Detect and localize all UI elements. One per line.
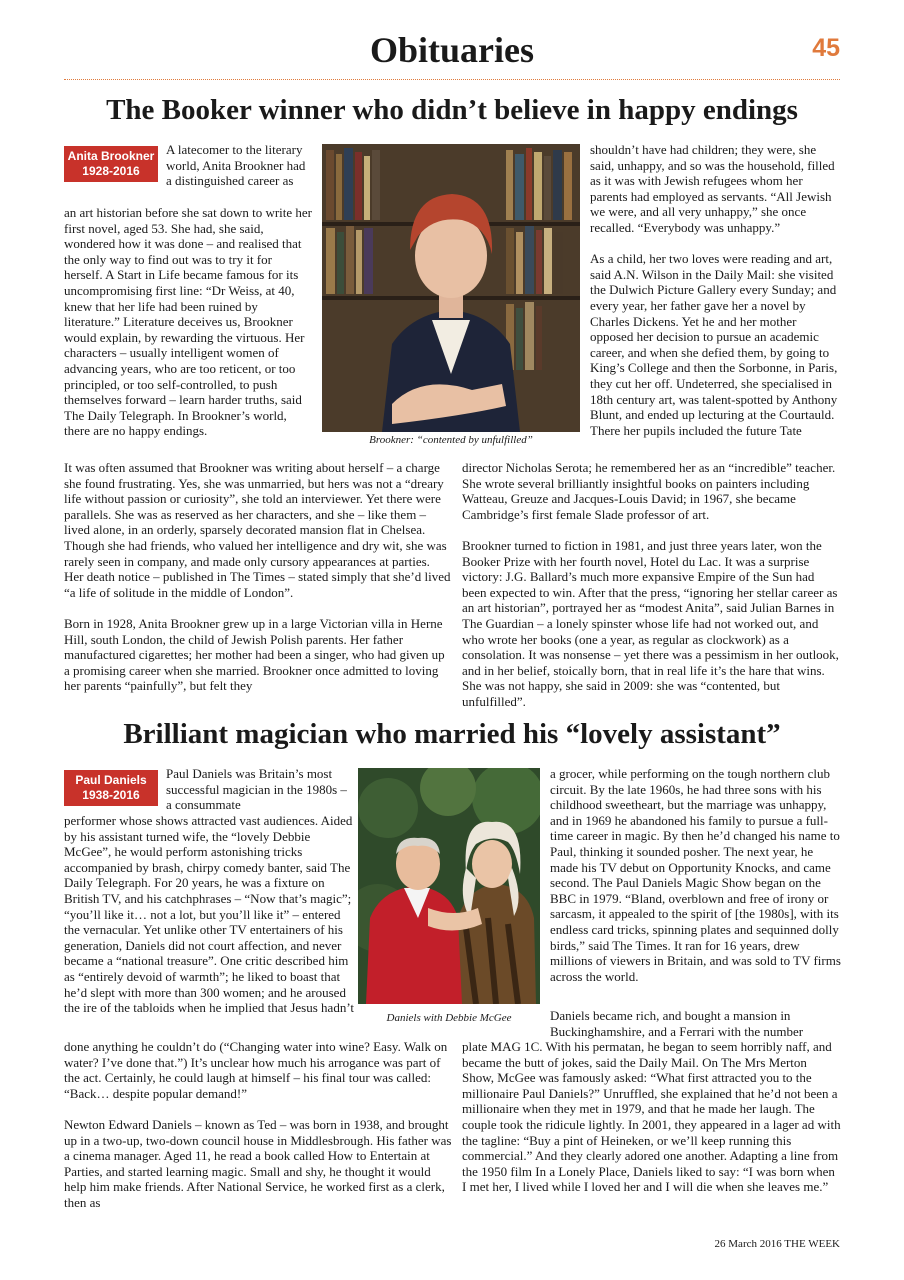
brookner-photo: [322, 144, 580, 432]
article2-col1-intro: Paul Daniels was Britain’s most successful magician in the 1980s – a consummate: [166, 766, 347, 813]
header-divider: [64, 79, 840, 80]
badge-years: 1938-2016: [82, 788, 140, 802]
article2-col2-intro: Daniels became rich, and bought a mansion in Buckinghamshire, and a Ferrari with the number: [550, 1008, 804, 1039]
article2-col1-lower: [64, 1039, 452, 1211]
badge-name: Anita Brookner: [67, 149, 155, 163]
article1-badge: [64, 146, 158, 182]
article1-col1-text: an art historian before she sat down to write her first novel, aged 53. She had, she said, wondered how it was done – and realised that the only way to find out was to try it for herself. A Start in Life became famous for its uncompromising first line: “Dr Weiss, at 40, knew that her life had been ruined by literature.” Literature deceives us, Brookner would explain, by rewarding the virtuous. Her characters – usually intelligent women of advancing years, who are too reticent, or too principled, or too self-controlled, to push themselves forward – learn harder truths, said The Daily Telegraph. In Brookner’s world, there are no happy endings.: [64, 205, 313, 439]
article2-col1-paragraph: done anything he couldn’t do (“Changing water into wine? Easy. Walk on water? I’ve done that.”) It’s unclear how much his arrogance was part of the act. Certainly, he could laugh at himself – his final tour was called: “Back… despite popular demand!”: [64, 1039, 448, 1101]
article1-headline: The Booker winner who didn’t believe in happy endings: [106, 94, 798, 126]
article2-col2-text: a grocer, while performing on the tough northern club circuit. By the late 1960s, he had three sons with his childhood sweetheart, but the marriage was unhappy, and in 1969 he abandoned his family to pursue a full-time career in magic. By then he’d changed his name to Paul, thinking it sounded posher. The next year, he made his TV debut on Opportunity Knocks, and came second. The Paul Daniels Magic Show began on the BBC in 1979. “Bland, overblown and free of irony or sarcasm, it appealed to the spirit of [the 1980s], with its endless card tricks, spinning plates and sequinned dolly birds,” said The Times. It ran for 16 years, drew millions of viewers in Britain, and was sold to TV firms across the world.: [550, 766, 841, 984]
article1-col1-lower: [64, 460, 452, 694]
article1-col2-paragraph: Brookner turned to fiction in 1981, and just three years later, won the Booker Prize with her fourth novel, Hotel du Lac. It was a surprise victory: J.G. Ballard’s much more expansive Empire of the Sun had been expected to win. After that the press, “ignoring her stellar career as an art historian”, portrayed her as “modest Anita”, said Julian Barnes in The Guardian – a lonely spinster whose life had not worked out, and who wrote her books (one a year, as regular as clockwork) as a consolation. It was nonsense – yet there was a pessimism in her outlook, and in her belief, stoically born, that in real life it’s the hare that wins. She was not happy, she said in 2009: she was “contented, but unfulfilled”.: [462, 537, 839, 709]
article1-col2-lower: [462, 460, 842, 710]
article1-col2-paragraph: director Nicholas Serota; he remembered her as an “incredible” teacher. She wrote several brilliantly insightful books on painters including Watteau, Greuze and Jacques-Louis David; in 1967, she became Cambridge’s first female Slade professor of art.: [462, 460, 836, 522]
article1-col2-paragraph: As a child, her two loves were reading and art, said A.N. Wilson in the Daily Mail: she visited the Dulwich Picture Gallery every Sunday; and every year, her father gave her a novel by Charles Dickens. Yet he and her mother opposed her decision to pursue an academic career, and when she defied them, by going to King’s College and then the Sorbonne, in Paris, they cut her off. Undeterred, she specialised in 18th century art, was talent-spotted by Anthony Blunt, and ended up lecturing at the Courtauld. There her pupils included the future Tate: [590, 251, 838, 438]
article1-col1-intro: A latecomer to the literary world, Anita Brookner had a distinguished career as: [166, 142, 306, 189]
article2-col2-lower: plate MAG 1C. With his permatan, he began to seem horribly naff, and became the butt of jokes, said the Daily Mail. On The Mrs Merton Show, McGee was famously asked: “What first attracted you to the millionaire Paul Daniels?” Unruffled, she explained that he’d not been a millionaire when they met in 1979, and that he made her laugh. The couple took the ridicule lightly. In 2001, they appeared in a lager ad with the tagline: “Buy a pint of Heineken, or we’ll keep running this commercial.” And they clearly adored one another. Adapting a line from the 1950 film In a Lonely Place, Daniels liked to say: “I was born when I met her, I lived while I loved her and I will die when she leaves me.”: [462, 1039, 841, 1195]
daniels-photo: [358, 768, 540, 1004]
article1-col1-paragraph: Born in 1928, Anita Brookner grew up in a large Victorian villa in Herne Hill, south London, the child of Jewish Polish parents. Her father manufactured cigarettes; her mother had been a singer, who had given up a promising career when she married. Brookner once admitted to loving her parents “painfully”, but felt they: [64, 615, 445, 694]
article1-col1-paragraph: It was often assumed that Brookner was writing about herself – a charge she found frustrating. Yes, she was unmarried, but hers was not a “dreary life without passion or curiosity”, she told an interviewer. Yet there were parallels. She was as reserved as her characters, and she – like them – lived alone, in an orderly, sparsely decorated mansion flat in Chelsea. Though she had friends, who valued her intelligence and dry wit, she was rarely seen in company, and made only cursory appearances at parties. Her death notice – published in The Times – stated simply that she’d lived “a life of solitude in the middle of London”.: [64, 460, 451, 600]
article2-col1-paragraph: Newton Edward Daniels – known as Ted – was born in 1938, and brought up in a two-up, two-down council house in Middlesbrough. His father was a cinema manager. Aged 11, he read a book called How to Entertain at Parties, and started learning magic. Small and shy, he thought it would help him make friends. After National Service, he worked first as a clerk, then as: [64, 1116, 452, 1210]
article2-badge: [64, 770, 158, 806]
badge-name: Paul Daniels: [75, 773, 147, 787]
brookner-photo-caption: Brookner: “contented by unfulfilled”: [369, 434, 533, 446]
page-number: 45: [812, 34, 840, 62]
article1-col2-paragraph: shouldn’t have had children; they were, she said, unhappy, and so was the household, filled as it was with Jewish refugees whom her parents had employed as servants. “All Jewish we were, and all very unhappy,” she once recalled. “Everybody was unhappy.”: [590, 142, 835, 235]
page-footer: 26 March 2016 THE WEEK: [714, 1238, 840, 1250]
badge-years: 1928-2016: [82, 164, 140, 178]
article1-col2-text: [590, 142, 842, 438]
article2-col1-text: performer whose shows attracted vast audiences. Aided by his assistant turned wife, the “lovely Debbie McGee”, he would perform astonishing tricks accompanied by brash, chirpy comedy banter, said The Daily Telegraph. For 20 years, he was a fixture on British TV, and his catchphrases – “Now that’s magic”; “you’ll like it… not a lot, but you’ll like it” – entered the vernacular. Yet unlike other TV entertainers of his generation, Daniels did not court affection, and never became a “national treasure”. One critic described him as “entirely devoid of warmth”; he liked to boast that he’d slept with more than 300 women; and he aroused the ire of the tabloids when he implied that Jesus hadn’t: [64, 813, 355, 1016]
section-title: Obituaries: [369, 30, 534, 70]
daniels-photo-caption: Daniels with Debbie McGee: [386, 1012, 512, 1024]
article2-headline: Brilliant magician who married his “lovely assistant”: [123, 718, 781, 750]
